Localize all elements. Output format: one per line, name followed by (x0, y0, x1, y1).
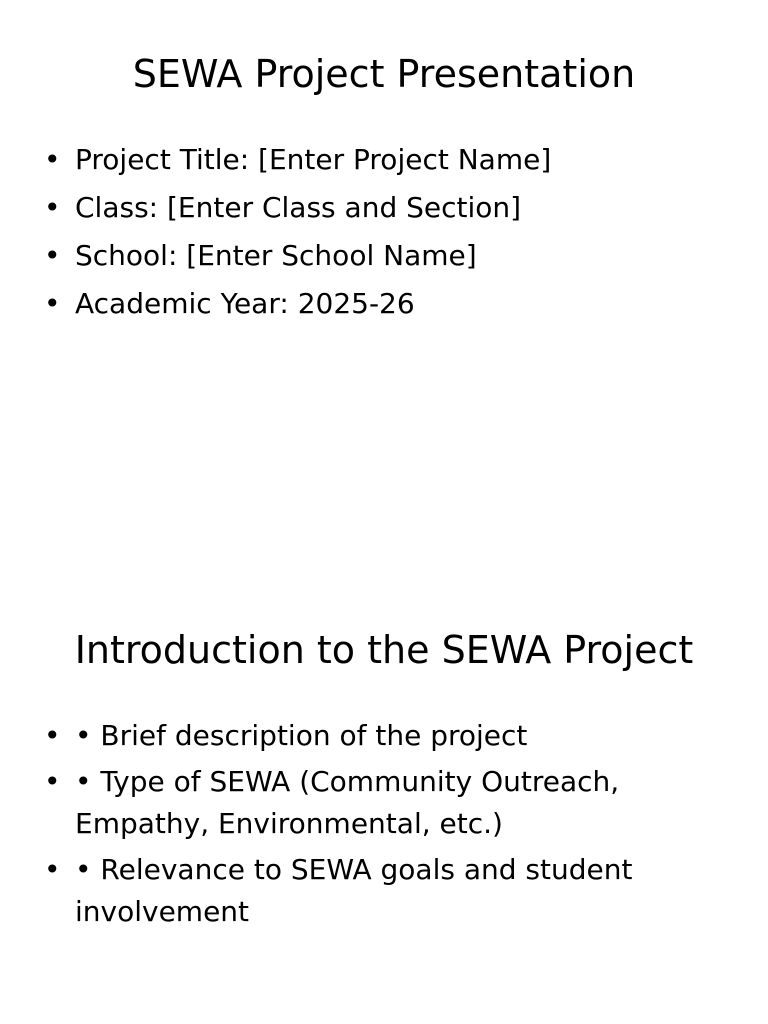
bullet-icon: • (44, 765, 61, 798)
slide-title: Introduction to the SEWA Project (74, 628, 694, 672)
bullet-item-class (0, 187, 768, 229)
bullet-icon: • (44, 719, 61, 752)
slide-2 (0, 576, 768, 1024)
bullet-item-relevance (0, 849, 768, 933)
bullet-item-description (0, 715, 768, 757)
bullet-item-school (0, 235, 768, 277)
bullet-text: • Type of SEWA (Community Outreach, Empathy, Environmental, etc.) (75, 765, 620, 840)
bullet-icon: • (44, 143, 61, 176)
bullet-text: Academic Year: 2025-26 (75, 287, 415, 320)
bullet-item-type (0, 761, 768, 845)
bullet-list (0, 139, 768, 331)
bullet-text: Class: [Enter Class and Section] (75, 191, 522, 224)
bullet-text: Project Title: [Enter Project Name] (75, 143, 552, 176)
bullet-text: School: [Enter School Name] (75, 239, 477, 272)
bullet-item-academic-year (0, 283, 768, 325)
bullet-icon: • (44, 191, 61, 224)
slide-title: SEWA Project Presentation (132, 52, 636, 96)
bullet-item-project-title (0, 139, 768, 181)
bullet-icon: • (44, 239, 61, 272)
bullet-text: • Relevance to SEWA goals and student involvement (75, 853, 633, 928)
bullet-icon: • (44, 287, 61, 320)
bullet-text: • Brief description of the project (75, 719, 528, 752)
bullet-icon: • (44, 853, 61, 886)
bullet-list (0, 715, 768, 937)
